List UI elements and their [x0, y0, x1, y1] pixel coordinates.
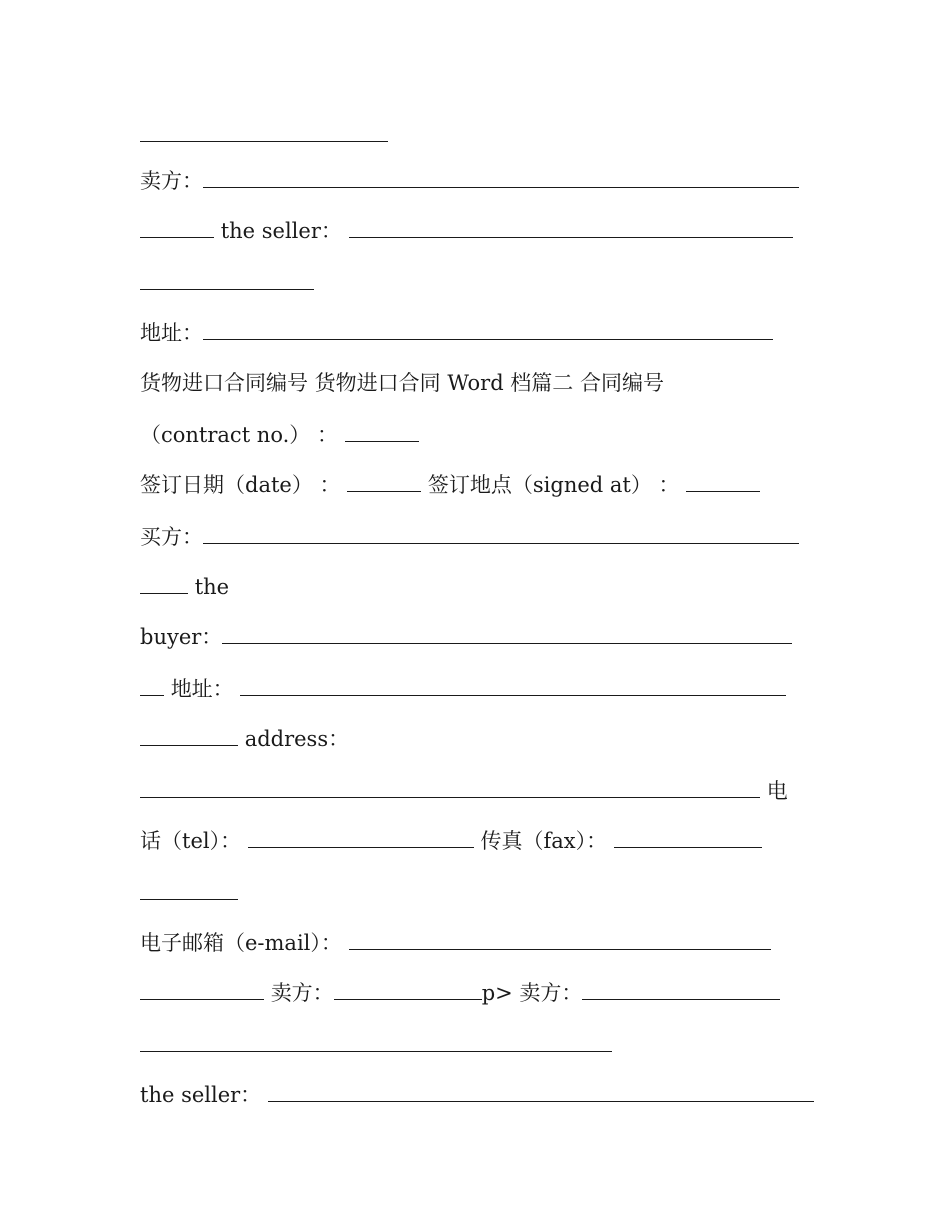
fill-blank: [140, 119, 388, 142]
doc-line: [140, 214, 793, 248]
doc-line: [140, 118, 388, 152]
doc-line: [140, 976, 780, 1010]
fill-blank: [140, 775, 760, 798]
fill-blank: [140, 1029, 612, 1052]
fill-blank: [614, 825, 762, 848]
fill-blank: [349, 215, 793, 238]
fill-blank: [686, 469, 760, 492]
doc-line: [140, 366, 664, 400]
date-label: 签订日期（date） ：: [140, 473, 341, 497]
fill-blank: [203, 317, 773, 340]
tel-label-start: 电: [766, 779, 788, 803]
fill-blank: [140, 877, 238, 900]
signed-at-label: 签订地点（signed at） ：: [427, 473, 680, 497]
contract-no-label: （contract no.） ：: [140, 423, 338, 447]
email-label: 电子邮箱（e-mail）：: [140, 931, 342, 955]
doc-line: [140, 164, 799, 198]
doc-line: [140, 774, 788, 808]
fill-blank: [140, 723, 238, 746]
doc-line: [140, 1078, 814, 1112]
fill-blank: [222, 621, 792, 644]
address-label-cn: 地址：: [170, 677, 234, 701]
the-word: the: [194, 575, 230, 599]
fill-blank: [248, 825, 474, 848]
seller-label: 卖方：: [270, 981, 334, 1005]
stray-markup-seller-label: p> 卖方：: [481, 981, 583, 1005]
doc-line: [140, 520, 799, 554]
buyer-label: buyer：: [140, 625, 223, 649]
the-seller-label: the seller：: [140, 1083, 262, 1107]
fill-blank: [140, 215, 214, 238]
fax-label: 传真（fax）：: [480, 829, 608, 853]
address-label-cn: 地址：: [140, 321, 203, 345]
doc-line: [140, 722, 349, 756]
doc-line: [140, 418, 419, 452]
fill-blank: [334, 977, 482, 1000]
fill-blank: [140, 267, 314, 290]
fill-blank: [203, 521, 799, 544]
fill-blank: [140, 571, 188, 594]
fill-blank: [349, 927, 771, 950]
doc-line: [140, 316, 773, 350]
fill-blank: [140, 977, 264, 1000]
contract-heading: 货物进口合同编号 货物进口合同 Word 档篇二 合同编号: [140, 371, 664, 395]
address-label: address：: [244, 727, 350, 751]
doc-line: [140, 672, 786, 706]
doc-line: [140, 926, 771, 960]
the-seller-label: the seller：: [220, 219, 342, 243]
doc-line: [140, 468, 760, 502]
fill-blank: [582, 977, 780, 1000]
seller-label: 卖方：: [140, 169, 203, 193]
doc-line: [140, 1028, 612, 1062]
doc-line: [140, 620, 792, 654]
fill-blank: [268, 1079, 814, 1102]
doc-line: [140, 824, 762, 858]
fill-blank: [203, 165, 799, 188]
doc-line: [140, 570, 229, 604]
fill-blank: [345, 419, 419, 442]
tel-label: 话（tel）：: [140, 829, 242, 853]
doc-line: [140, 876, 238, 910]
fill-blank: [240, 673, 786, 696]
fill-blank: [140, 673, 164, 696]
doc-line: [140, 266, 314, 300]
buyer-label-cn: 买方：: [140, 525, 203, 549]
fill-blank: [347, 469, 421, 492]
